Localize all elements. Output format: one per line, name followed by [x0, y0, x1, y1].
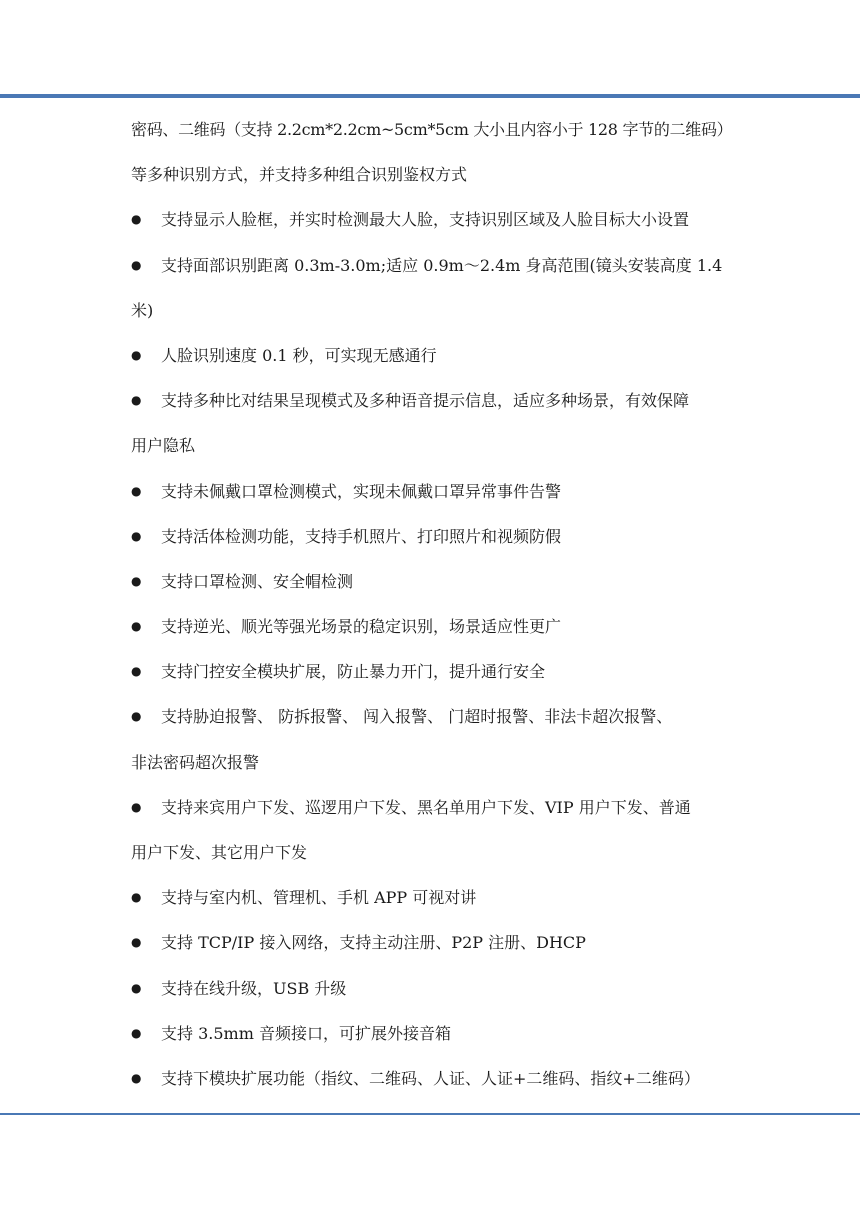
bullet-item: ● 支持未佩戴口罩检测模式，实现未佩戴口罩异常事件告警: [131, 469, 736, 514]
bullet-item: ● 支持 3.5mm 音频接口，可扩展外接音箱: [131, 1011, 736, 1056]
footer-rule: [0, 1113, 860, 1115]
bullet-dot-icon: ●: [131, 664, 142, 679]
bullet-item: ● 支持逆光、顺光等强光场景的稳定识别，场景适应性更广: [131, 604, 736, 649]
bullet-item: ● 支持门控安全模块扩展，防止暴力开门，提升通行安全: [131, 649, 736, 694]
bullet-dot-icon: ●: [131, 935, 142, 950]
bullet-item: ● 人脸识别速度 0.1 秒，可实现无感通行: [131, 333, 736, 378]
bullet-dot-icon: ●: [131, 890, 142, 905]
bullet-dot-icon: ●: [131, 347, 142, 362]
document-body: [131, 107, 736, 1101]
bullet-dot-icon: ●: [131, 980, 142, 995]
header-rule: [0, 94, 860, 98]
bullet-dot-icon: ●: [131, 257, 142, 272]
bullet-dot-icon: ●: [131, 573, 142, 588]
bullet-item: ● 支持在线升级，USB 升级: [131, 966, 736, 1011]
bullet-item: ● 支持面部识别距离 0.3m-3.0m;适应 0.9m～2.4m 身高范围(镜头安装高度 1.4: [131, 243, 736, 288]
bullet-item: ● 支持活体检测功能，支持手机照片、打印照片和视频防假: [131, 514, 736, 559]
bullet-dot-icon: ●: [131, 1025, 142, 1040]
bullet-dot-icon: ●: [131, 799, 142, 814]
text-line: 用户隐私: [131, 436, 196, 456]
bullet-item: ● 支持口罩检测、安全帽检测: [131, 559, 736, 604]
bullet-item: ● 支持下模块扩展功能（指纹、二维码、人证、人证+二维码、指纹+二维码）: [131, 1056, 736, 1101]
bullet-dot-icon: ●: [131, 528, 142, 543]
bullet-dot-icon: ●: [131, 483, 142, 498]
bullet-item: ● 支持多种比对结果呈现模式及多种语音提示信息，适应多种场景，有效保障: [131, 378, 736, 423]
text-line: 米): [131, 300, 154, 320]
bullet-item: ● 支持显示人脸框，并实时检测最大人脸，支持识别区域及人脸目标大小设置: [131, 197, 736, 242]
bullet-dot-icon: ●: [131, 393, 142, 408]
text-line: 密码、二维码（支持 2.2cm*2.2cm~5cm*5cm 大小且内容小于 128 字节的二维码）: [131, 120, 733, 139]
bullet-item: ● 支持胁迫报警、 防拆报警、 闯入报警、 门超时报警、非法卡超次报警、: [131, 694, 736, 739]
bullet-dot-icon: ●: [131, 212, 142, 227]
bullet-dot-icon: ●: [131, 1070, 142, 1085]
text-line: 非法密码超次报警: [131, 752, 260, 772]
bullet-dot-icon: ●: [131, 619, 142, 634]
bullet-item: ● 支持来宾用户下发、巡逻用户下发、黑名单用户下发、VIP 用户下发、普通: [131, 785, 736, 830]
bullet-dot-icon: ●: [131, 709, 142, 724]
text-line: 用户下发、其它用户下发: [131, 843, 308, 862]
bullet-item: ● 支持与室内机、管理机、手机 APP 可视对讲: [131, 875, 736, 920]
text-line: 等多种识别方式，并支持多种组合识别鉴权方式: [131, 165, 468, 185]
bullet-item: ● 支持 TCP/IP 接入网络，支持主动注册、P2P 注册、DHCP: [131, 920, 736, 965]
